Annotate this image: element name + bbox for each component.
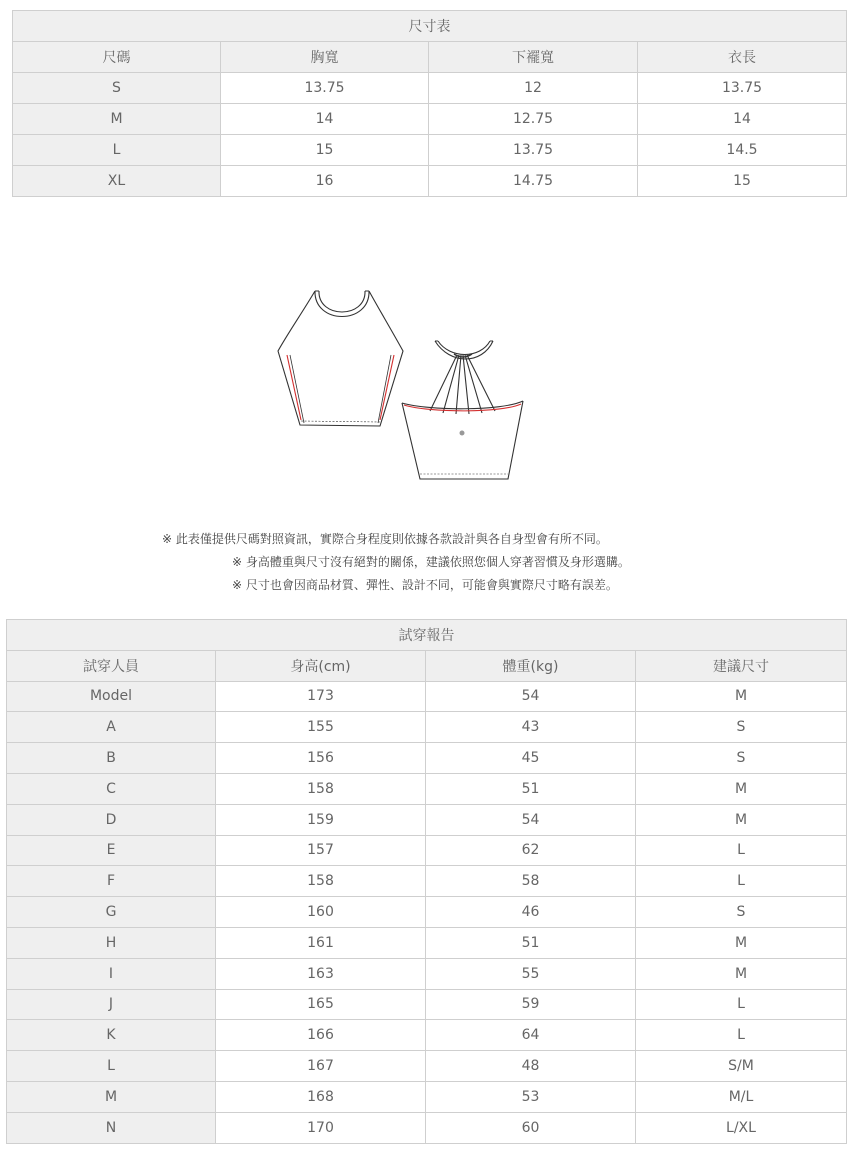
- size-chart-header-row: [13, 42, 847, 73]
- table-cell: 13.75: [638, 73, 847, 104]
- table-cell: Model: [7, 681, 216, 712]
- table-cell: 55: [426, 958, 636, 989]
- table-cell: 51: [426, 773, 636, 804]
- table-cell: K: [7, 1020, 216, 1051]
- fit-report-header: 體重(kg): [426, 650, 636, 681]
- table-cell: H: [7, 927, 216, 958]
- table-cell: M: [636, 958, 847, 989]
- table-cell: M: [7, 1081, 216, 1112]
- table-cell: 12: [429, 73, 638, 104]
- table-cell: 163: [216, 958, 426, 989]
- table-cell: 166: [216, 1020, 426, 1051]
- button-dot: [460, 431, 465, 436]
- table-cell: 64: [426, 1020, 636, 1051]
- table-cell: 54: [426, 804, 636, 835]
- table-cell: 158: [216, 866, 426, 897]
- table-cell: M: [13, 104, 221, 135]
- table-cell: 54: [426, 681, 636, 712]
- table-cell: 159: [216, 804, 426, 835]
- size-chart-header: 尺碼: [13, 42, 221, 73]
- size-chart-title: 尺寸表: [13, 11, 847, 42]
- fit-report-header-row: [7, 650, 847, 681]
- table-cell: M: [636, 804, 847, 835]
- table-cell: 15: [638, 166, 847, 197]
- size-chart-header: 胸寬: [221, 42, 429, 73]
- table-cell: 170: [216, 1112, 426, 1143]
- table-cell: 13.75: [429, 135, 638, 166]
- table-cell: D: [7, 804, 216, 835]
- fit-report-row: [7, 927, 847, 958]
- table-cell: S: [636, 897, 847, 928]
- table-cell: 43: [426, 712, 636, 743]
- table-cell: A: [7, 712, 216, 743]
- table-cell: 59: [426, 989, 636, 1020]
- halter-front-seam-accent: [287, 355, 394, 420]
- fit-report-row: [7, 989, 847, 1020]
- table-cell: I: [7, 958, 216, 989]
- table-cell: 173: [216, 681, 426, 712]
- table-cell: F: [7, 866, 216, 897]
- table-cell: 158: [216, 773, 426, 804]
- table-cell: G: [7, 897, 216, 928]
- table-cell: 155: [216, 712, 426, 743]
- size-chart-body: [13, 73, 847, 197]
- size-chart-table: [12, 10, 847, 197]
- fit-report-row: [7, 681, 847, 712]
- halter-top-front-icon: [278, 291, 403, 426]
- fit-report-row: [7, 1020, 847, 1051]
- table-cell: 12.75: [429, 104, 638, 135]
- size-chart-row: [13, 166, 847, 197]
- table-cell: M: [636, 927, 847, 958]
- fit-report-row: [7, 1081, 847, 1112]
- fit-report-row: [7, 1051, 847, 1082]
- fit-report-body: [7, 681, 847, 1143]
- fit-report-row: [7, 743, 847, 774]
- table-cell: 14: [221, 104, 429, 135]
- fit-report-row: [7, 712, 847, 743]
- fit-report-table: [6, 619, 847, 1144]
- table-cell: L: [636, 1020, 847, 1051]
- table-cell: 14.75: [429, 166, 638, 197]
- table-cell: S: [636, 743, 847, 774]
- table-cell: 53: [426, 1081, 636, 1112]
- fit-report-title: 試穿報告: [7, 620, 847, 651]
- table-cell: 161: [216, 927, 426, 958]
- table-cell: 156: [216, 743, 426, 774]
- table-cell: 51: [426, 927, 636, 958]
- table-cell: 58: [426, 866, 636, 897]
- table-cell: L: [7, 1051, 216, 1082]
- table-cell: E: [7, 835, 216, 866]
- fit-report-header: 身高(cm): [216, 650, 426, 681]
- fit-report-row: [7, 897, 847, 928]
- table-cell: 157: [216, 835, 426, 866]
- fit-report-row: [7, 804, 847, 835]
- fit-report-row: [7, 958, 847, 989]
- size-chart-row: [13, 104, 847, 135]
- table-cell: 14.5: [638, 135, 847, 166]
- fit-report-row: [7, 773, 847, 804]
- note-line: ※ 此表僅提供尺碼對照資訊，實際合身程度則依據各款設計與各自身型會有所不同。: [162, 532, 608, 546]
- table-cell: M/L: [636, 1081, 847, 1112]
- table-cell: 168: [216, 1081, 426, 1112]
- table-cell: 167: [216, 1051, 426, 1082]
- garment-illustration: [270, 283, 535, 488]
- table-cell: 46: [426, 897, 636, 928]
- note-line: ※ 身高體重與尺寸沒有絕對的關係，建議依照您個人穿著習慣及身形選購。: [232, 555, 630, 569]
- table-cell: C: [7, 773, 216, 804]
- fit-report-row: [7, 866, 847, 897]
- table-cell: 13.75: [221, 73, 429, 104]
- size-chart-header: 下襬寬: [429, 42, 638, 73]
- table-cell: 45: [426, 743, 636, 774]
- table-cell: 16: [221, 166, 429, 197]
- table-cell: 60: [426, 1112, 636, 1143]
- table-cell: S: [636, 712, 847, 743]
- table-cell: N: [7, 1112, 216, 1143]
- table-cell: S/M: [636, 1051, 847, 1082]
- halter-back-hem-accent: [404, 404, 521, 411]
- note-line: ※ 尺寸也會因商品材質、彈性、設計不同，可能會與實際尺寸略有誤差。: [232, 578, 618, 592]
- size-chart-row: [13, 73, 847, 104]
- fit-report-row: [7, 1112, 847, 1143]
- table-cell: M: [636, 681, 847, 712]
- fit-report-row: [7, 835, 847, 866]
- table-cell: 165: [216, 989, 426, 1020]
- size-chart-header: 衣長: [638, 42, 847, 73]
- table-cell: 15: [221, 135, 429, 166]
- table-cell: 62: [426, 835, 636, 866]
- halter-top-back-icon: [402, 341, 523, 479]
- size-chart-row: [13, 135, 847, 166]
- table-cell: L: [636, 866, 847, 897]
- table-cell: L: [636, 989, 847, 1020]
- table-cell: J: [7, 989, 216, 1020]
- table-cell: S: [13, 73, 221, 104]
- table-cell: M: [636, 773, 847, 804]
- table-cell: 160: [216, 897, 426, 928]
- table-cell: L: [636, 835, 847, 866]
- fit-report-header: 試穿人員: [7, 650, 216, 681]
- table-cell: XL: [13, 166, 221, 197]
- table-cell: L/XL: [636, 1112, 847, 1143]
- fit-report-header: 建議尺寸: [636, 650, 847, 681]
- table-cell: 48: [426, 1051, 636, 1082]
- table-cell: B: [7, 743, 216, 774]
- table-cell: L: [13, 135, 221, 166]
- table-cell: 14: [638, 104, 847, 135]
